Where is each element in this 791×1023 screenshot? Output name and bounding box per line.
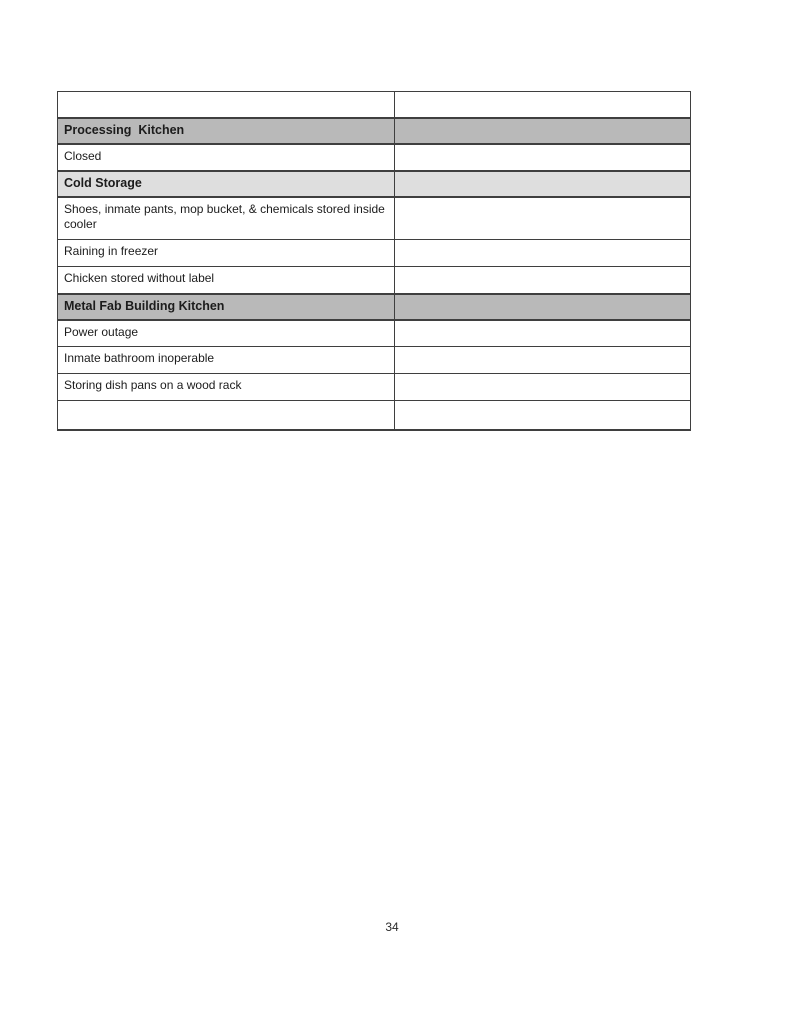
issue-cell [58,320,395,347]
section-header-row [58,118,691,144]
notes-cell [395,240,691,267]
issue-cell [58,374,395,401]
section-header-cell [58,118,395,144]
section-header-text: Cold Storage [64,175,142,190]
page-number: 34 [385,920,399,934]
issue-cell [58,267,395,294]
issue-text: Chicken stored without label [64,271,215,285]
issue-cell [58,347,395,374]
issue-cell [58,240,395,267]
section-header-row [58,294,691,320]
table-row [58,240,691,267]
issue-text: Inmate bathroom inoperable [64,351,215,365]
section-header-row [58,171,691,197]
notes-cell [395,347,691,374]
issue-cell [58,401,395,430]
table-row [58,92,691,118]
issue-text: Closed [64,148,102,163]
inspection-findings-table [57,91,691,431]
table-row [58,401,691,430]
notes-cell [395,197,691,240]
section-header-cell [58,171,395,197]
notes-cell [395,171,691,197]
section-header-text: Processing Kitchen [64,122,185,137]
notes-cell [395,267,691,294]
table-row [58,267,691,294]
table-row [58,197,691,240]
notes-cell [395,118,691,144]
notes-cell [395,92,691,118]
notes-cell [395,294,691,320]
issue-text: Storing dish pans on a wood rack [64,378,242,392]
section-header-cell [58,294,395,320]
table-row [58,144,691,171]
issue-cell [58,197,395,240]
issue-cell [58,92,395,118]
notes-cell [395,320,691,347]
table-row [58,320,691,347]
table-row [58,374,691,401]
notes-cell [395,401,691,430]
notes-cell [395,374,691,401]
issue-text: Power outage [64,324,139,339]
issue-text: Raining in freezer [64,244,159,258]
table-row [58,347,691,374]
issue-text: Shoes, inmate pants, mop bucket, & chemicals stored inside cooler [64,201,389,231]
notes-cell [395,144,691,171]
issue-cell [58,144,395,171]
section-header-text: Metal Fab Building Kitchen [64,298,225,313]
